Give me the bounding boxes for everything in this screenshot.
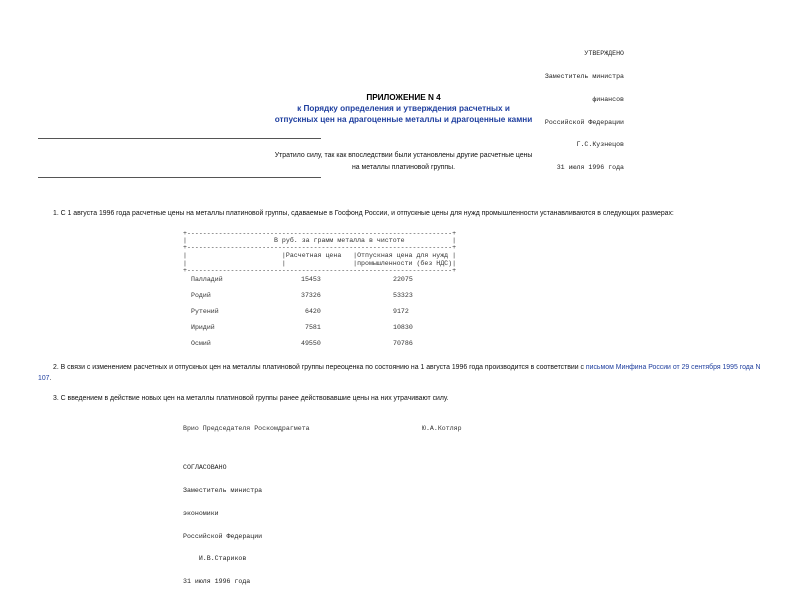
agreed-line: СОГЛАСОВАНО [183,464,227,472]
paragraph-2-end: . [49,374,52,382]
agreed-line: Заместитель министра [183,486,263,494]
signatory-name: Ю.А.Котляр [422,425,462,432]
table-row-metal: Осмий [191,340,211,347]
table-row-metal: Родий [191,292,211,299]
table-border-top: +-------------------------------------------------------------------+ [183,230,457,237]
table-column-header-1: | |Расчетная цена |Отпускная цена для нужд | [183,252,457,259]
table-row-release-price: 22075 [393,276,413,283]
paragraph-1: 1. С 1 августа 1996 года расчетные цены на металлы платиновой группы, сдаваемые в Госфонд России, и отпускные цены для нужд промышленности устанавливаются в следующих размерах: [53,210,674,217]
notice-line-1: Утратило силу, так как впоследствии были установлены другие расчетные цены [274,152,533,159]
table-column-header-2: | | |промышленности (без НДС)| [183,260,457,267]
approval-line: УТВЕРЖДЕНО [584,50,624,58]
table-row-release-price: 53323 [393,292,413,299]
agreed-line: Российской Федерации [183,532,263,540]
table-row-release-price: 10830 [393,324,413,331]
document-title [0,92,807,125]
table-row-release-price: 9172 [393,308,409,315]
table-row-calc-price: 37326 [301,292,321,299]
table-row-metal: Рутений [191,308,219,315]
table-row-calc-price: 49550 [301,340,321,347]
table-border-bottom: +-------------------------------------------------------------------+ [183,267,457,274]
paragraph-2 [38,363,773,384]
divider-top [38,138,321,139]
table-row-calc-price: 15453 [301,276,321,283]
table-row-calc-price: 7581 [305,324,321,331]
table-row-release-price: 70786 [393,340,413,347]
agreed-line: И.В.Стариков [183,555,247,563]
procedure-link-line-2[interactable]: отпускных цен на драгоценные металлы и драгоценные камни [274,115,533,124]
notice-line-2: на металлы платиновой группы. [351,163,455,171]
agreed-line: экономики [183,509,219,517]
table-row-metal: Палладий [191,276,223,283]
ministry-letter-link[interactable]: письмом Минфина России от 29 сентября 1995 года N 107 [38,364,761,382]
approval-line: финансов [592,95,624,103]
paragraph-3: 3. С введением в действие новых цен на металлы платиновой группы ранее действовавшие цены на них утрачивают силу. [53,395,449,402]
table-row-metal: Иридий [191,324,215,331]
approval-line: 31 июля 1996 года [556,164,624,172]
agreed-block [183,449,262,593]
appendix-number: ПРИЛОЖЕНИЕ N 4 [366,93,441,102]
signatory-position: Врио Председателя Роскомдрагмета [183,425,310,432]
procedure-link-line-1[interactable]: к Порядку определения и утверждения расчетных и [297,104,510,113]
approval-line: Заместитель министра [544,72,624,80]
divider-bottom [38,177,321,178]
paragraph-2-text: 2. В связи с изменением расчетных и отпускных цен на металлы платиновой группы переоценка по состоянию на 1 августа 1996 года производится в соответствии с [53,364,586,371]
table-unit-header: | В руб. за грамм металла в чистоте | [183,237,457,244]
approval-line: Г.С.Кузнецов [576,141,624,149]
table-row-calc-price: 6420 [305,308,321,315]
agreed-line: 31 июля 1996 года [183,578,251,586]
approval-line: Российской Федерации [544,118,624,126]
table-border-mid: +-------------------------------------------------------------------+ [183,244,457,251]
revocation-notice [0,150,807,173]
